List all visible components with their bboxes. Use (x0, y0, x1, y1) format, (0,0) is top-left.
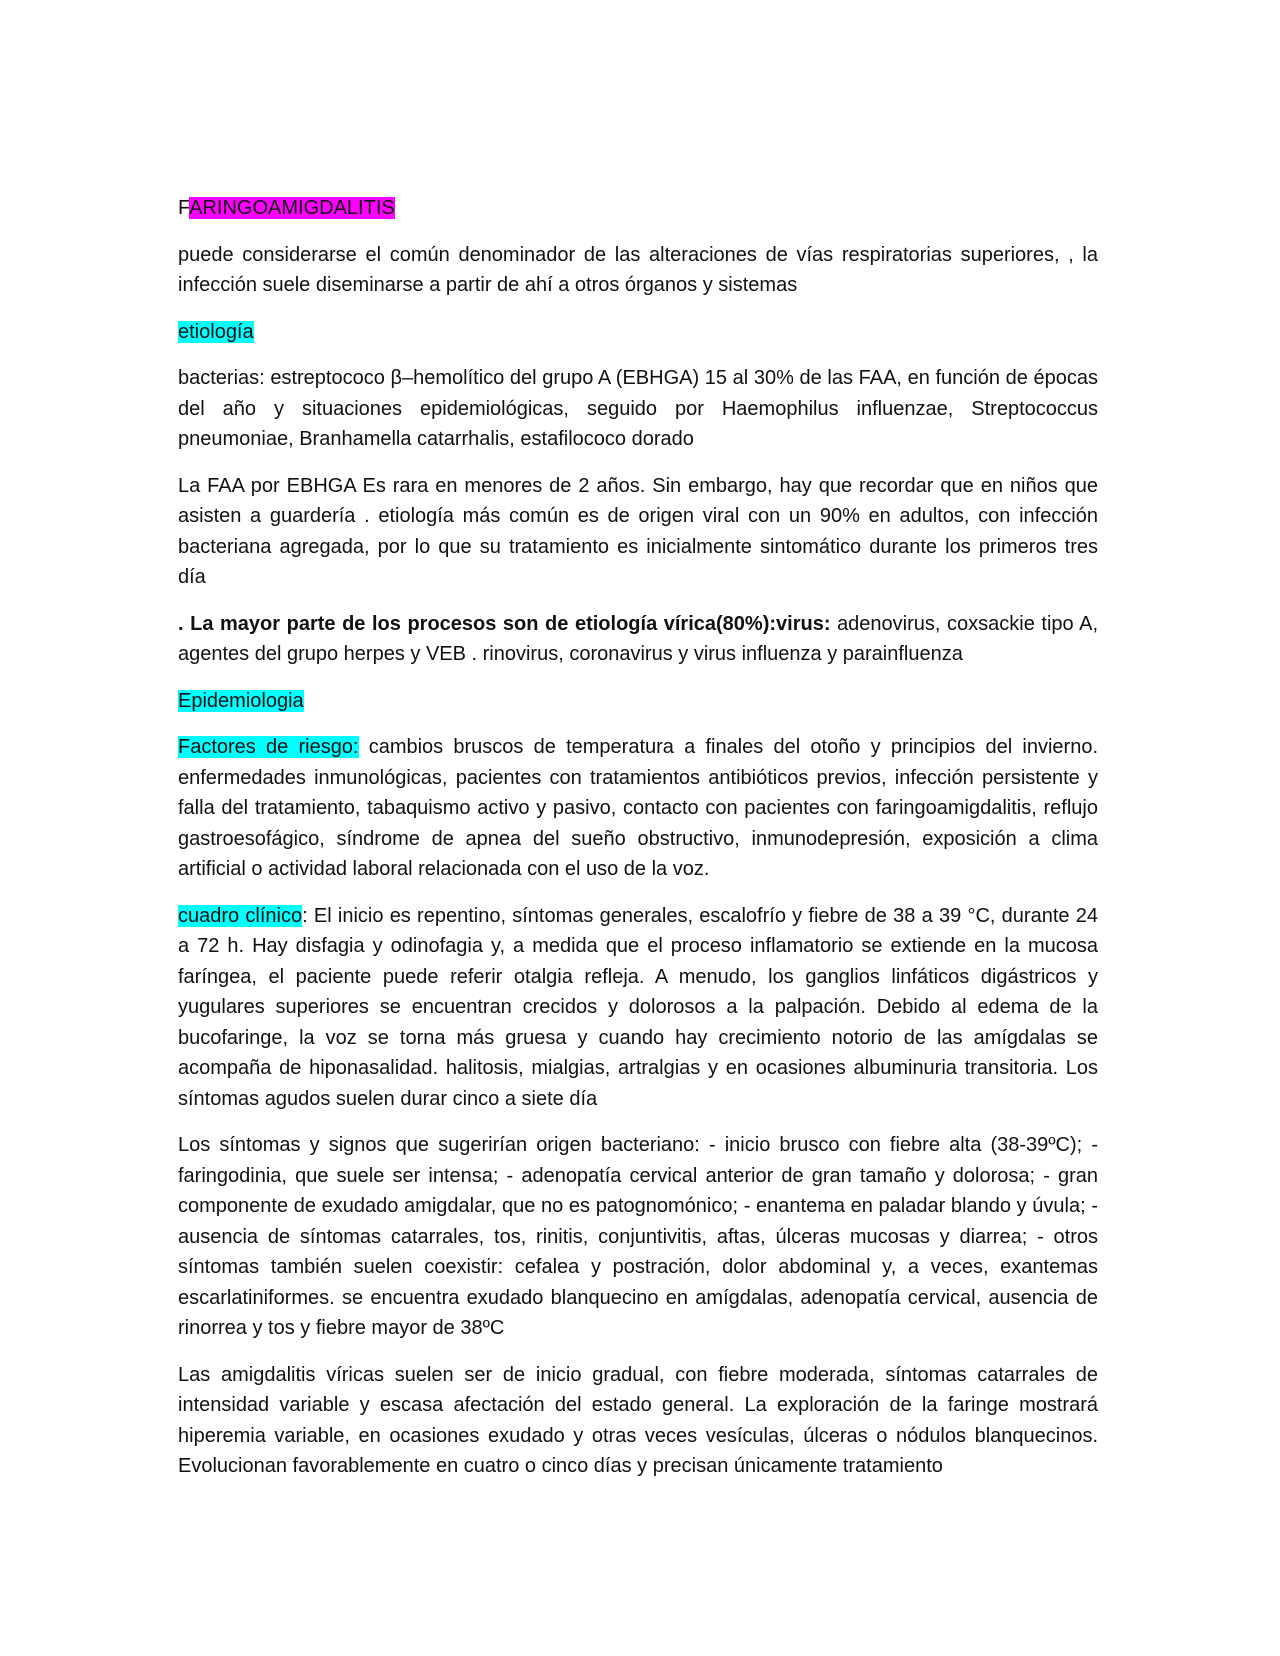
paragraph-viral (178, 609, 1098, 670)
cuadro-text: : El inicio es repentino, síntomas generales, escalofrío y fiebre de 38 a 39 °C, durante 24 a 72 h. Hay disfagia y odinofagia y, a medida que el proceso inflamatorio se extiende en la mucosa faríngea, el paciente puede referir otalgia refleja. A menudo, los ganglios linfáticos digástricos y yugulares superiores se encuentran crecidos y dolorosos a la palpación. Debido al edema de la bucofaringe, la voz se torna más gruesa y cuando hay crecimiento notorio de las amígdalas se acompaña de hiponasalidad. halitosis, mialgias, artralgias y en ocasiones albuminuria transitoria. Los síntomas agudos suelen durar cinco a siete día (178, 904, 1098, 1110)
paragraph-factores (178, 732, 1098, 885)
heading-etiologia-text: etiología (178, 320, 254, 343)
title-highlighted: ARINGOAMIGDALITIS (189, 197, 395, 219)
factores-label: Factores de riesgo: (178, 736, 359, 758)
document-title (178, 193, 1098, 224)
cuadro-label: cuadro clínico (178, 904, 303, 927)
intro-paragraph: puede considerarse el común denominador de las alteraciones de vías respiratorias superiores, , la infección suele diseminarse a partir de ahí a otros órganos y sistemas (178, 243, 1098, 296)
title-first-letter: F (178, 197, 190, 219)
factores-text: cambios bruscos de temperatura a finales del otoño y principios del invierno. enfermedades inmunológicas, pacientes con tratamientos antibióticos previos, infección persistente y falla del tratamiento, tabaquismo activo y pasivo, contacto con pacientes con faringoamigdalitis, reflujo gastroesofágico, síndrome de apnea del sueño obstructivo, inmunodepresión, exposición a clima artificial o actividad laboral relacionada con el uso de la voz. (178, 736, 1098, 880)
heading-epidemiologia-text: Epidemiologia (178, 689, 304, 712)
heading-etiologia (178, 317, 1098, 348)
document-page (178, 193, 1098, 1498)
paragraph-viricas: Las amigdalitis víricas suelen ser de inicio gradual, con fiebre moderada, síntomas catarrales de intensidad variable y escasa afectación del estado general. La exploración de la faringe mostrará hiperemia variable, en ocasiones exudado y otras veces vesículas, úlceras o nódulos blanquecinos. Evolucionan favorablemente en cuatro o cinco días y precisan únicamente tratamiento (178, 1363, 1098, 1477)
paragraph-bacterias: bacterias: estreptococo β–hemolítico del grupo A (EBHGA) 15 al 30% de las FAA, en función de épocas del año y situaciones epidemiológicas, seguido por Haemophilus influenzae, Streptococcus pneumoniae, Branhamella catarrhalis, estafilococo dorado (178, 367, 1098, 450)
paragraph-cuadro (178, 901, 1098, 1115)
viral-bold-lead: . La mayor parte de los procesos son de etiología vírica(80%):virus: (178, 612, 831, 635)
heading-epidemiologia (178, 686, 1098, 717)
viral-rest: adenovirus, coxsackie tipo A, agentes del grupo herpes y VEB . rinovirus, coronavirus y virus influenza y parainfluenza (178, 612, 1099, 665)
paragraph-faa: La FAA por EBHGA Es rara en menores de 2 años. Sin embargo, hay que recordar que en niños que asisten a guardería . etiología más común es de origen viral con un 90% en adultos, con infección bacteriana agregada, por lo que su tratamiento es inicialmente sintomático durante los primeros tres día (178, 474, 1098, 588)
paragraph-sintomas: Los síntomas y signos que sugerirían origen bacteriano: - inicio brusco con fiebre alta (38-39ºC); - faringodinia, que suele ser intensa; - adenopatía cervical anterior de gran tamaño y dolorosa; - gran componente de exudado amigdalar, que no es patognomónico; - enantema en paladar blando y úvula; - ausencia de síntomas catarrales, tos, rinitis, conjuntivitis, aftas, úlceras mucosas y diarrea; - otros síntomas también suelen coexistir: cefalea y postración, dolor abdominal y, a veces, exantemas escarlatiniformes. se encuentra exudado blanquecino en amígdalas, adenopatía cervical, ausencia de rinorrea y tos y fiebre mayor de 38ºC (178, 1134, 1098, 1339)
